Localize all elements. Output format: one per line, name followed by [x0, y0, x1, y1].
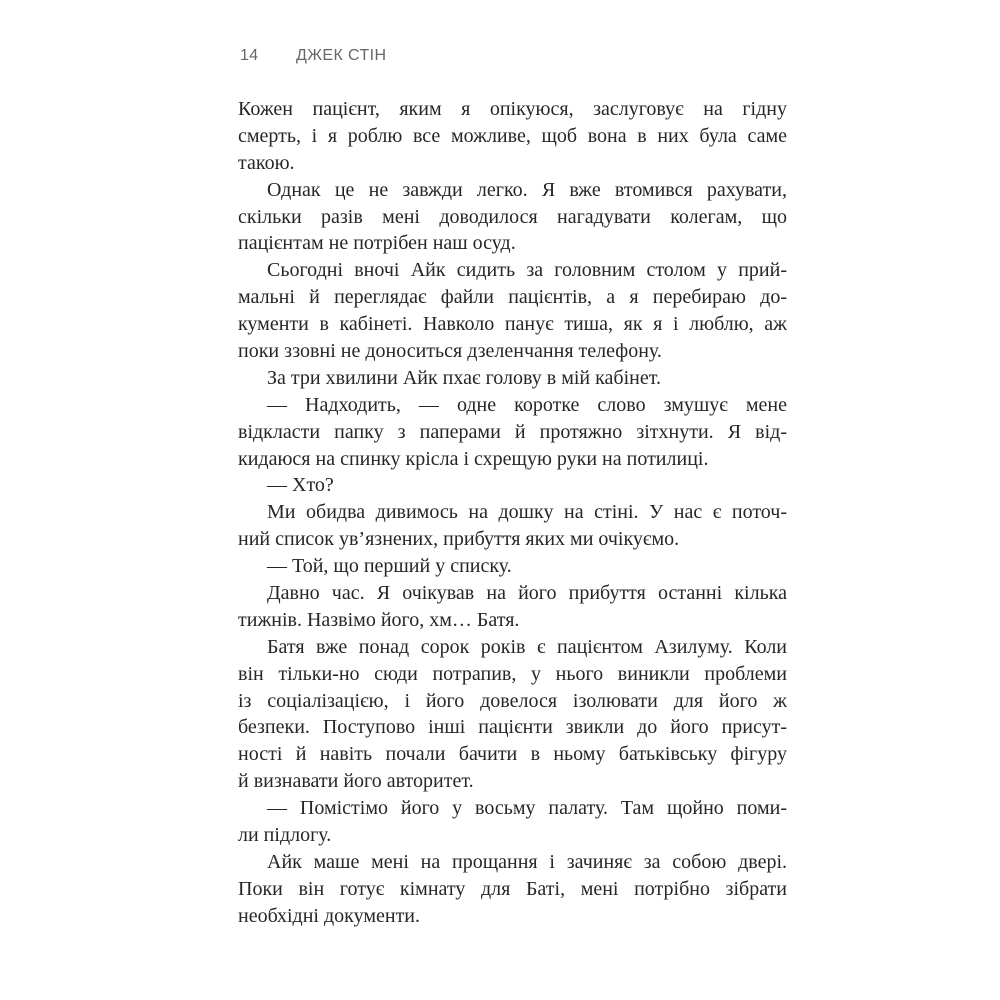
page-number: 14	[240, 47, 259, 64]
paragraph	[238, 365, 787, 392]
paragraph	[238, 499, 787, 553]
text-line: смерть, і я роблю все можливе, щоб вона в них була саме	[238, 124, 787, 147]
text-line: Батя вже понад сорок років є пацієнтом Азилуму. Коли	[267, 635, 787, 658]
text-line: й визнавати його авторитет.	[238, 770, 474, 793]
text-line: тижнів. Назвімо його, хм… Батя.	[238, 608, 520, 631]
text-line: За три хвилини Айк пхає голову в мій кабінет.	[267, 366, 661, 389]
text-line: ності й навіть почали бачити в ньому батьківську фігуру	[238, 743, 787, 766]
text-line: — Хто?	[267, 474, 334, 497]
text-line: Давно час. Я очікував на його прибуття останні кілька	[267, 582, 787, 605]
text-line: пацієнтам не потрібен наш осуд.	[238, 232, 516, 255]
text-line: відкласти папку з паперами й протяжно зітхнути. Я від-	[238, 420, 787, 443]
paragraph	[238, 634, 787, 795]
text-line: ли підлогу.	[238, 824, 332, 847]
paragraph	[238, 580, 787, 634]
text-line: Поки він готує кімнату для Баті, мені потрібно зібрати	[238, 877, 787, 900]
paragraph	[238, 392, 787, 473]
text-line: Кожен пацієнт, яким я опікуюся, заслуговує на гідну	[238, 98, 787, 120]
page-text	[238, 96, 787, 930]
text-line: він тільки-но сюди потрапив, у нього виникли проблеми	[238, 662, 787, 685]
text-line: — Помістімо його у восьму палату. Там щойно поми-	[267, 797, 787, 820]
text-line: мальні й переглядає файли пацієнтів, а я перебираю до-	[238, 286, 787, 309]
text-line: необхідні документи.	[238, 904, 421, 927]
text-line: із соціалізацією, і його довелося ізолювати для його ж	[238, 689, 787, 712]
text-line: — Той, що перший у списку.	[267, 555, 512, 578]
paragraph	[238, 257, 787, 365]
text-line: безпеки. Поступово інші пацієнти звикли до його присут-	[238, 716, 787, 739]
text-line: ний список ув’язнених, прибуття яких ми очікуємо.	[238, 528, 680, 551]
running-title: ДЖЕК СТІН	[296, 47, 387, 64]
paragraph	[238, 553, 787, 580]
text-line: скільки разів мені доводилося нагадувати колегам, що	[238, 205, 787, 228]
paragraph	[238, 795, 787, 849]
text-line: Айк маше мені на прощання і зачиняє за собою двері.	[267, 850, 787, 873]
paragraph	[238, 96, 787, 177]
text-line: кидаюся на спинку крісла і схрещую руки на потилиці.	[238, 447, 709, 470]
text-line: Однак це не завжди легко. Я вже втомився рахувати,	[267, 178, 787, 201]
text-line: поки ззовні не доноситься дзеленчання телефону.	[238, 340, 662, 363]
text-line: Сьогодні вночі Айк сидить за головним столом у прий-	[267, 259, 787, 282]
running-header	[240, 47, 386, 65]
paragraph	[238, 177, 787, 258]
text-line: такою.	[238, 151, 295, 174]
paragraph	[238, 472, 787, 499]
text-line: — Надходить, — одне коротке слово змушує мене	[267, 393, 787, 416]
paragraph	[238, 849, 787, 930]
text-line: Ми обидва дивимось на дошку на стіні. У нас є поточ-	[267, 501, 787, 524]
text-line: кументи в кабінеті. Навколо панує тиша, як я і люблю, аж	[238, 313, 787, 336]
